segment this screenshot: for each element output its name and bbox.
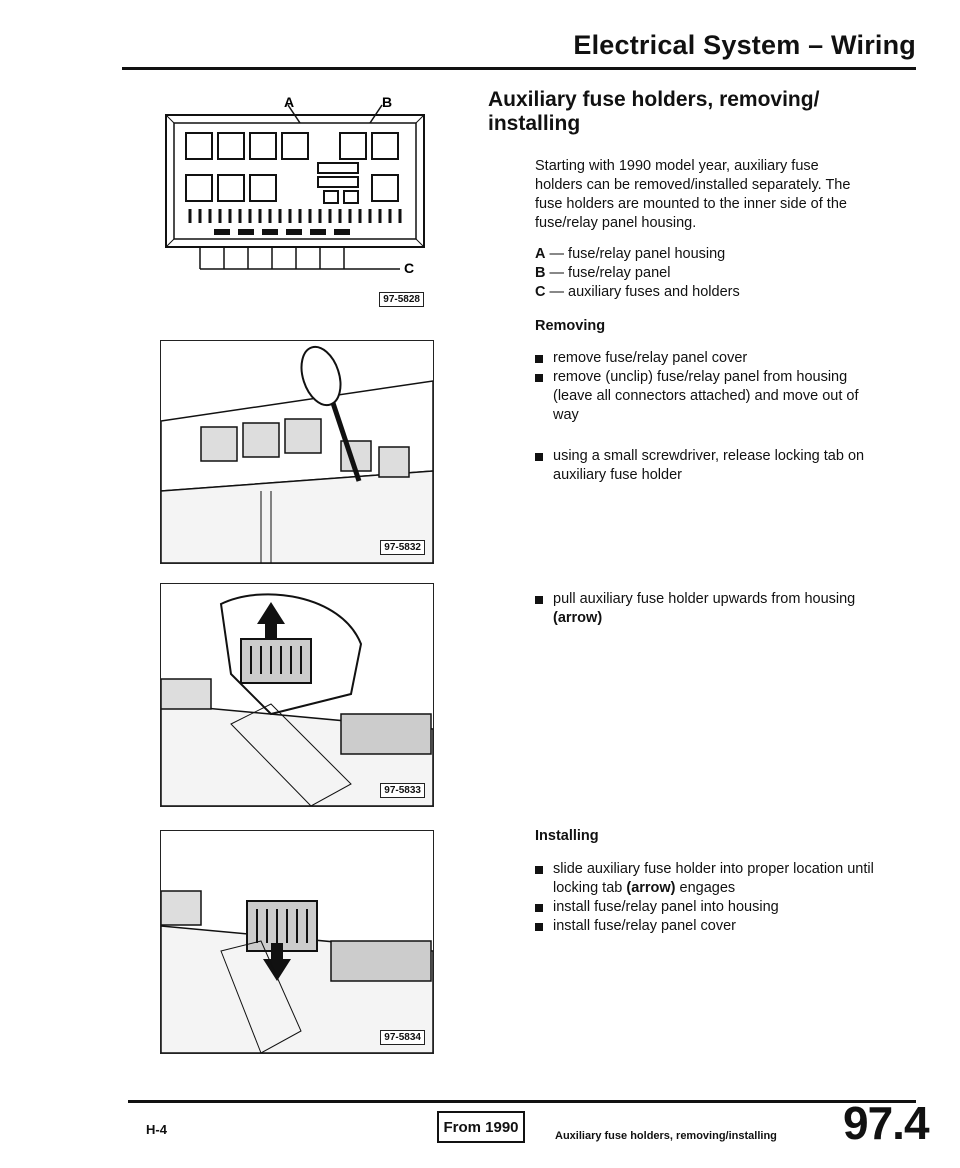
section-title: Auxiliary fuse holders, removing/ installing: [488, 88, 820, 135]
figure-number: 97-5832: [380, 540, 425, 555]
list-item: pull auxiliary fuse holder upwards from housing (arrow): [535, 590, 875, 628]
list-item: remove (unclip) fuse/relay panel from housing (leave all connectors attached) and move out of way: [535, 368, 875, 425]
removing-heading: Removing: [535, 318, 606, 334]
figure-number: 97-5828: [379, 292, 424, 307]
list-item: install fuse/relay panel into housing: [535, 898, 875, 917]
intro-paragraph: Starting with 1990 model year, auxiliary fuse holders can be removed/installed separately. The fuse holders are mounted to the inner side of the fuse/relay panel housing.: [535, 158, 851, 231]
fuse-panel-drawing: [160, 93, 430, 315]
figure-install-holder: [160, 830, 434, 1054]
install-holder-drawing: [161, 831, 433, 1053]
footer-rule: [128, 1100, 916, 1103]
figure-number: 97-5833: [380, 783, 425, 798]
figure-screwdriver-release: [160, 340, 434, 564]
pull-holder-drawing: [161, 584, 433, 806]
model-year-badge: From 1990: [437, 1111, 525, 1143]
installing-heading: Installing: [535, 828, 599, 844]
legend-item: C — auxiliary fuses and holders: [535, 284, 740, 300]
removing-step-pull: [535, 590, 875, 628]
figure-label-b: B: [382, 94, 393, 110]
header-rule: [122, 67, 916, 70]
list-item: install fuse/relay panel cover: [535, 917, 875, 936]
figure-legend: [535, 245, 740, 302]
legend-item: B — fuse/relay panel: [535, 265, 671, 281]
removing-steps: [535, 349, 875, 425]
list-item: slide auxiliary fuse holder into proper location until locking tab (arrow) engages: [535, 860, 875, 898]
figure-label-a: A: [284, 94, 295, 110]
page-header-title: Electrical System – Wiring: [573, 30, 916, 60]
figure-label-c: C: [404, 260, 415, 276]
footer-section-code: H-4: [146, 1122, 167, 1137]
removing-step-screwdriver: [535, 447, 875, 485]
figure-pull-holder: [160, 583, 434, 807]
installing-steps: [535, 860, 875, 936]
figure-number: 97-5834: [380, 1030, 425, 1045]
legend-item: A — fuse/relay panel housing: [535, 246, 726, 262]
list-item: using a small screwdriver, release locking tab on auxiliary fuse holder: [535, 447, 875, 485]
screwdriver-drawing: [161, 341, 433, 563]
list-item: remove fuse/relay panel cover: [535, 349, 875, 368]
figure-fuse-relay-panel: [160, 93, 430, 315]
page-number: 97.4: [843, 1097, 929, 1149]
footer-title: Auxiliary fuse holders, removing/installing: [555, 1130, 777, 1142]
